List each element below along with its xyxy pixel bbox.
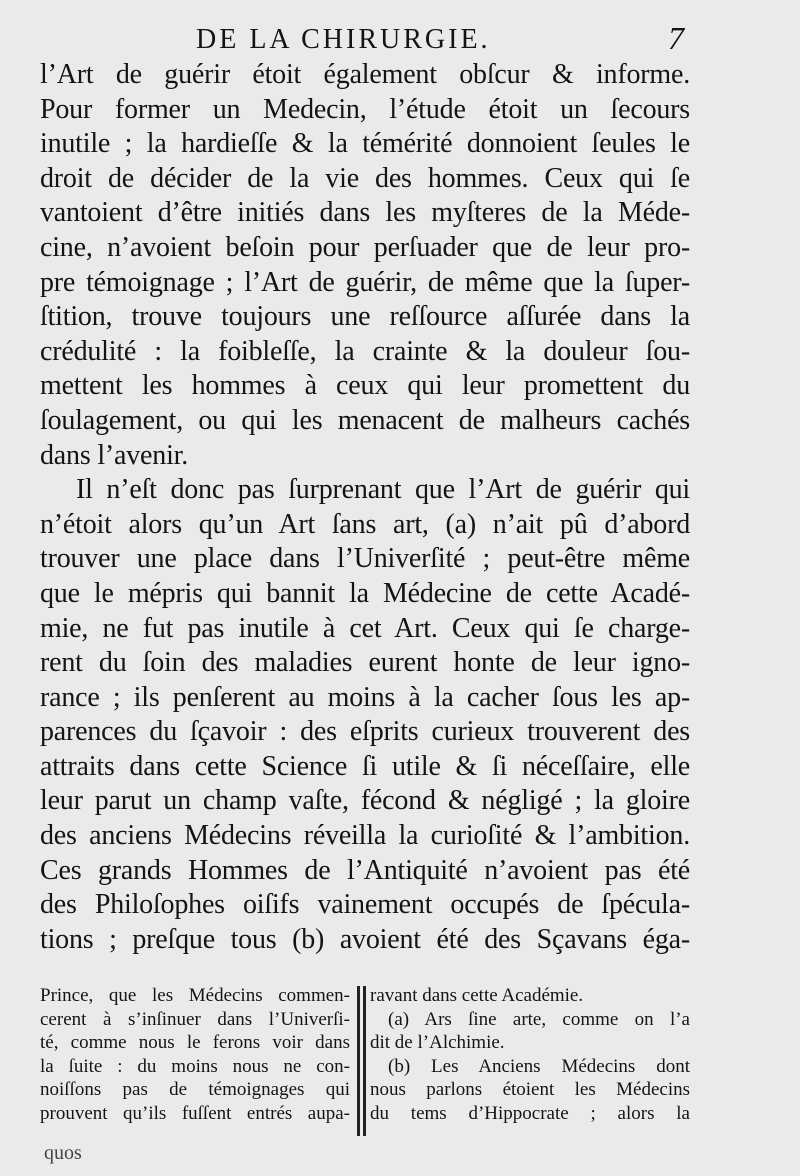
footnote-b-line: (b) Les Anciens Médecins dont	[388, 1055, 690, 1077]
footnote-line: Prince, que les Médecins commen-	[40, 985, 350, 1006]
text-line: des Philoſophes oiſifs vainement occupés de ſpécula-	[40, 889, 690, 921]
text-line: rance ; ils penſerent au moins à la cacher ſous les ap-	[40, 681, 690, 713]
footnote-line: noiſſons pas de témoignages qui	[40, 1079, 350, 1100]
text-line: Pour former un Medecin, l’étude étoit un ſecours	[40, 93, 690, 125]
text-line: leur parut un champ vaſte, fécond & négligé ; la gloire	[40, 785, 690, 817]
footnote-divider-rule	[363, 986, 366, 1136]
main-text	[40, 58, 690, 957]
text-line: trouver une place dans l’Univerſité ; peut-être même	[40, 543, 690, 575]
catchword: quos	[44, 1142, 82, 1164]
text-line: ſtition, trouve toujours une reſſource aſſurée dans la	[40, 301, 690, 333]
text-line: crédulité : la foibleſſe, la crainte & la douleur ſou-	[40, 335, 690, 367]
text-line: vantoient d’être initiés dans les myſteres de la Méde-	[40, 197, 690, 229]
footnote-line: la ſuite : du moins nous ne con-	[40, 1055, 350, 1077]
text-line: pre témoignage ; l’Art de guérir, de même que la ſuper-	[40, 266, 690, 298]
footnote-divider-rule	[357, 986, 360, 1136]
text-line: n’étoit alors qu’un Art ſans art, (a) n’ait pû d’abord	[40, 508, 690, 540]
text-line: Ces grands Hommes de l’Antiquité n’avoient pas été	[40, 854, 690, 886]
page-number: 7	[668, 20, 684, 56]
paragraph-start-line: Il n’eſt donc pas ſurprenant que l’Art de guérir qui	[76, 474, 690, 506]
text-line: des anciens Médecins réveilla la curioſité & l’ambition.	[40, 820, 690, 852]
text-line: l’Art de guérir étoit également obſcur & informe.	[40, 59, 690, 90]
footnote-line: prouvent qu’ils fuſſent entrés aupa-	[40, 1102, 350, 1124]
text-line: parences du ſçavoir : des eſprits curieux trouverent des	[40, 716, 690, 748]
text-line: que le mépris qui bannit la Médecine de cette Acadé-	[40, 577, 690, 609]
footnote-line: du tems d’Hippocrate ; alors la	[370, 1102, 690, 1124]
footnote-line: ravant dans cette Académie.	[370, 985, 584, 1006]
footnote-line: dit de l’Alchimie.	[370, 1032, 505, 1053]
page-header	[0, 18, 800, 58]
text-line: tions ; preſque tous (b) avoient été des Sçavans éga-	[40, 923, 690, 955]
running-head: DE LA CHIRURGIE.	[196, 24, 491, 55]
footnote-line: té, comme nous le ferons voir dans	[40, 1032, 350, 1053]
text-line: droit de décider de la vie des hommes. Ceux qui ſe	[40, 162, 690, 194]
text-line: rent du ſoin des maladies eurent honte de leur igno-	[40, 647, 690, 679]
text-line: ſoulagement, ou qui les menacent de malheurs cachés	[40, 404, 690, 436]
text-line: mettent les hommes à ceux qui leur promettent du	[40, 370, 690, 402]
footnote-a-line: (a) Ars ſine arte, comme on l’a	[388, 1008, 690, 1030]
footnote-line: cerent à s’inſinuer dans l’Univerſi-	[40, 1008, 350, 1030]
text-line: cine, n’avoient beſoin pour perſuader que de leur pro-	[40, 231, 690, 263]
text-line: attraits dans cette Science ſi utile & ſi néceſſaire, elle	[40, 750, 690, 782]
text-line: inutile ; la hardieſſe & la témérité donnoient ſeules le	[40, 128, 690, 160]
footnote-column-right	[370, 984, 690, 1125]
text-line: mie, ne fut pas inutile à cet Art. Ceux qui ſe charge-	[40, 612, 690, 644]
footnote-column-left	[40, 984, 350, 1125]
footnote-line: nous parlons étoient les Médecins	[370, 1079, 690, 1100]
text-line: dans l’avenir.	[40, 439, 189, 471]
